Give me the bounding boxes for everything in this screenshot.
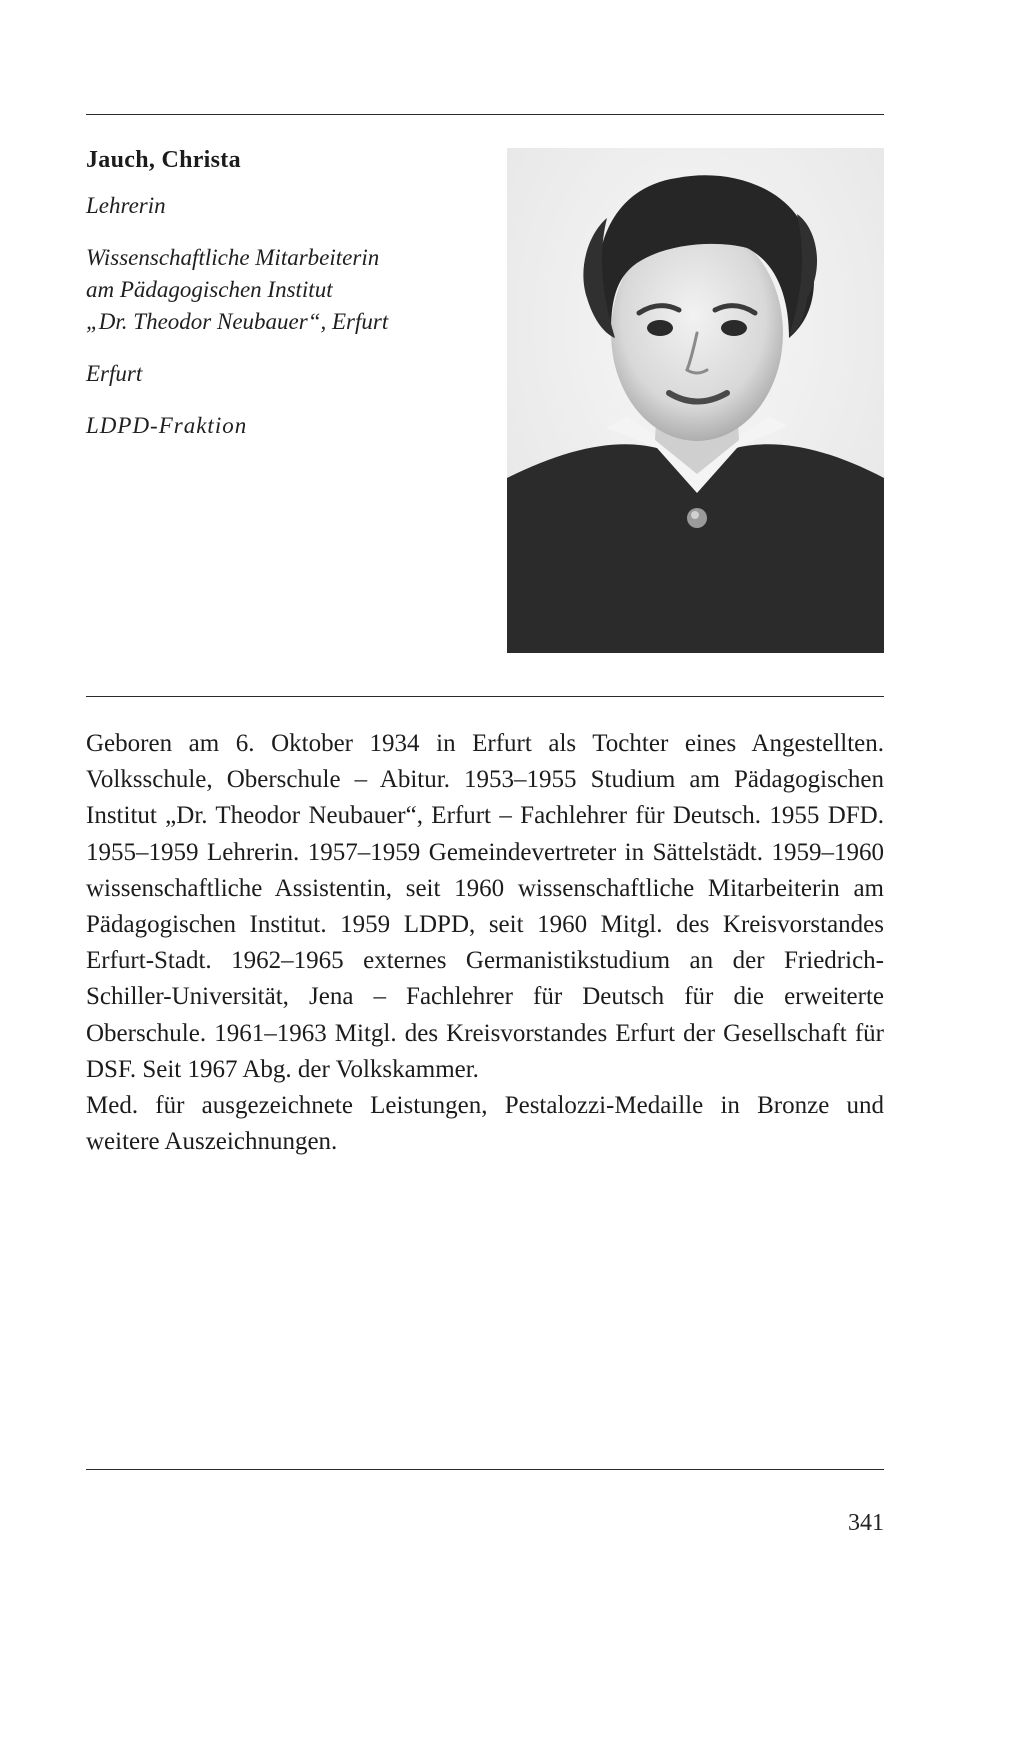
awards-paragraph: Med. für ausgezeichnete Leistungen, Pestalozzi-Medaille in Bronze und weitere Auszeichnungen. (86, 1092, 884, 1156)
top-divider (86, 114, 884, 115)
biography-text (86, 726, 884, 1160)
constituency: Erfurt (86, 361, 143, 386)
middle-divider (86, 696, 884, 697)
portrait-photo (507, 148, 884, 653)
person-name: Jauch, Christa (86, 147, 241, 173)
page-number: 341 (848, 1510, 884, 1536)
bottom-divider (86, 1469, 884, 1470)
portrait-image (507, 148, 884, 653)
biography-paragraph: Geboren am 6. Oktober 1934 in Erfurt als Tochter eines Angestellten. Volksschule, Oberschule – Abitur. 1953–1955 Studium am Pädagogischen Institut „Dr. Theodor Neubauer“, Erfurt – Fachlehrer für Deutsch. 1955 DFD. 1955–1959 Lehrerin. 1957–1959 Gemeindevertreter in Sättelstädt. 1959–1960 wissenschaftliche Assistentin, seit 1960 wissenschaftliche Mitarbeiterin am Pädagogischen Institut. 1959 LDPD, seit 1960 Mitgl. des Kreisvorstandes Erfurt-Stadt. 1962–1965 externes Germanistikstudium an der Friedrich-Schiller-Universität, Jena – Fachlehrer für Deutsch für die erweiterte Oberschule. 1961–1963 Mitgl. des Kreisvorstandes Erfurt der Gesellschaft für DSF. Seit 1967 Abg. der Volkskammer. (86, 730, 884, 1083)
position-line-1: Wissenschaftliche Mitarbeiterin (86, 245, 380, 270)
faction: LDPD-Fraktion (86, 413, 248, 438)
position-line-3: „Dr. Theodor Neubauer“, Erfurt (86, 309, 389, 334)
position-line-2: am Pädagogischen Institut (86, 277, 333, 302)
profession: Lehrerin (86, 193, 166, 218)
entry-header (86, 144, 486, 442)
